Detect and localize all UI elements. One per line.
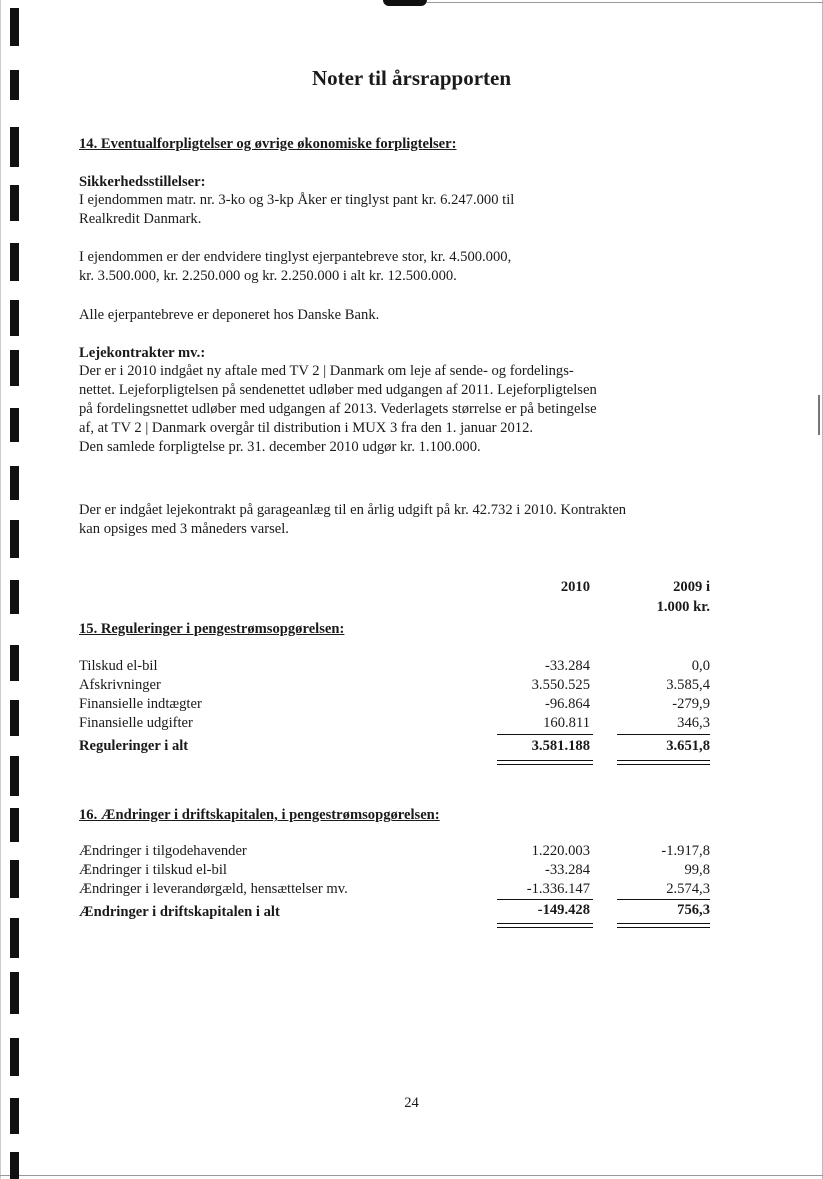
binder-hole-mark bbox=[10, 466, 19, 500]
column-header-unit: 1.000 kr. bbox=[656, 599, 710, 615]
scan-left-edge bbox=[0, 0, 1, 1179]
table-row-label: Afskrivninger bbox=[79, 677, 161, 693]
binder-hole-mark bbox=[10, 243, 19, 281]
table-cell-2010: -1.336.147 bbox=[526, 881, 590, 897]
paragraph-line: I ejendommen er der endvidere tinglyst ejerpantebreve stor, kr. 4.500.000, bbox=[79, 249, 512, 265]
binder-hole-mark bbox=[10, 1038, 19, 1076]
table-cell-2010: 160.811 bbox=[543, 715, 590, 731]
subtotal-rule bbox=[617, 899, 710, 900]
table-row-label: Ændringer i leverandørgæld, hensættelser mv. bbox=[79, 881, 348, 897]
binder-hole-mark bbox=[10, 185, 19, 221]
binder-hole-mark bbox=[10, 756, 19, 796]
binder-hole-mark bbox=[10, 580, 19, 614]
paragraph-line: Den samlede forpligtelse pr. 31. december 2010 udgør kr. 1.100.000. bbox=[79, 439, 481, 455]
table-row-label: Ændringer i tilskud el-bil bbox=[79, 862, 227, 878]
column-header-2010: 2010 bbox=[560, 579, 590, 595]
total-cell-2010: 3.581.188 bbox=[531, 738, 590, 754]
page-number: 24 bbox=[404, 1095, 419, 1111]
table-cell-2010: 3.550.525 bbox=[531, 677, 590, 693]
page-title: Noter til årsrapporten bbox=[311, 66, 512, 90]
binder-hole-mark bbox=[10, 520, 19, 558]
security-heading: Sikkerhedsstillelser: bbox=[79, 174, 206, 190]
paragraph-line: I ejendommen matr. nr. 3-ko og 3-kp Åker er tinglyst pant kr. 6.247.000 til bbox=[79, 192, 515, 208]
table-cell-2009: -1.917,8 bbox=[661, 843, 710, 859]
binder-hole-mark bbox=[10, 1152, 19, 1179]
paragraph-line: Der er indgået lejekontrakt på garageanlæg til en årlig udgift på kr. 42.732 i 2010. Kontrakten bbox=[79, 502, 627, 518]
scan-top-line bbox=[427, 2, 823, 3]
table-cell-2009: 346,3 bbox=[677, 715, 710, 731]
subtotal-rule bbox=[497, 734, 593, 735]
total-row-label: Reguleringer i alt bbox=[79, 738, 189, 754]
binder-hole-mark bbox=[10, 350, 19, 386]
table-cell-2010: -33.284 bbox=[545, 862, 590, 878]
paragraph-line: kan opsiges med 3 måneders varsel. bbox=[79, 521, 289, 537]
paragraph-line: Realkredit Danmark. bbox=[79, 211, 202, 227]
total-double-rule bbox=[617, 923, 710, 928]
subtotal-rule bbox=[617, 734, 710, 735]
table-row-label: Ændringer i tilgodehavender bbox=[79, 843, 247, 859]
paragraph-line: af, at TV 2 | Danmark overgår til distribution i MUX 3 fra den 1. januar 2012. bbox=[79, 420, 534, 436]
binder-hole-mark bbox=[10, 918, 19, 958]
lease-heading: Lejekontrakter mv.: bbox=[79, 345, 206, 361]
binder-hole-mark bbox=[10, 300, 19, 336]
total-cell-2009: 756,3 bbox=[677, 902, 710, 918]
table-cell-2010: 1.220.003 bbox=[531, 843, 590, 859]
table-row-label: Tilskud el-bil bbox=[79, 658, 158, 674]
table-cell-2009: 99,8 bbox=[684, 862, 710, 878]
binder-hole-mark bbox=[10, 700, 19, 736]
column-header-2009: 2009 i bbox=[673, 579, 710, 595]
total-double-rule bbox=[617, 760, 710, 765]
table-cell-2010: -33.284 bbox=[545, 658, 590, 674]
note15-heading: 15. Reguleringer i pengestrømsopgørelsen: bbox=[79, 621, 345, 637]
table-cell-2010: -96.864 bbox=[545, 696, 590, 712]
note14-heading: 14. Eventualforpligtelser og øvrige økonomiske forpligtelser: bbox=[79, 136, 457, 152]
table-row-label: Finansielle indtægter bbox=[79, 696, 202, 712]
note16-heading: 16. Ændringer i driftskapitalen, i pengestrømsopgørelsen: bbox=[79, 807, 440, 823]
table-cell-2009: 3.585,4 bbox=[666, 677, 710, 693]
scan-bottom-line bbox=[0, 1175, 823, 1176]
binder-hole-mark bbox=[10, 860, 19, 898]
paragraph-line: Der er i 2010 indgået ny aftale med TV 2 | Danmark om leje af sende- og fordelings- bbox=[79, 363, 574, 379]
binder-hole-mark bbox=[10, 645, 19, 681]
binder-hole-mark bbox=[10, 127, 19, 167]
paragraph-line: kr. 3.500.000, kr. 2.250.000 og kr. 2.250.000 i alt kr. 12.500.000. bbox=[79, 268, 457, 284]
binder-hole-mark bbox=[10, 972, 19, 1014]
scan-smudge bbox=[383, 0, 427, 6]
binder-hole-mark bbox=[10, 808, 19, 842]
paragraph-line: nettet. Lejeforpligtelsen på sendenettet udløber med udgangen af 2011. Lejeforpligtelsen bbox=[79, 382, 597, 398]
total-cell-2010: -149.428 bbox=[537, 902, 590, 918]
scan-mark bbox=[818, 395, 820, 435]
table-cell-2009: 0,0 bbox=[691, 658, 710, 674]
binder-hole-mark bbox=[10, 408, 19, 442]
table-cell-2009: -279,9 bbox=[672, 696, 710, 712]
total-double-rule bbox=[497, 760, 593, 765]
table-row-label: Finansielle udgifter bbox=[79, 715, 193, 731]
table-cell-2009: 2.574,3 bbox=[666, 881, 710, 897]
total-cell-2009: 3.651,8 bbox=[666, 738, 710, 754]
subtotal-rule bbox=[497, 899, 593, 900]
total-double-rule bbox=[497, 923, 593, 928]
binder-hole-mark bbox=[10, 8, 19, 46]
total-row-label: Ændringer i driftskapitalen i alt bbox=[79, 904, 280, 920]
paragraph-line: på fordelingsnettet udløber med udgangen af 2013. Vederlagets størrelse er på betingelse bbox=[79, 401, 597, 417]
paragraph-line: Alle ejerpantebreve er deponeret hos Danske Bank. bbox=[79, 307, 380, 323]
